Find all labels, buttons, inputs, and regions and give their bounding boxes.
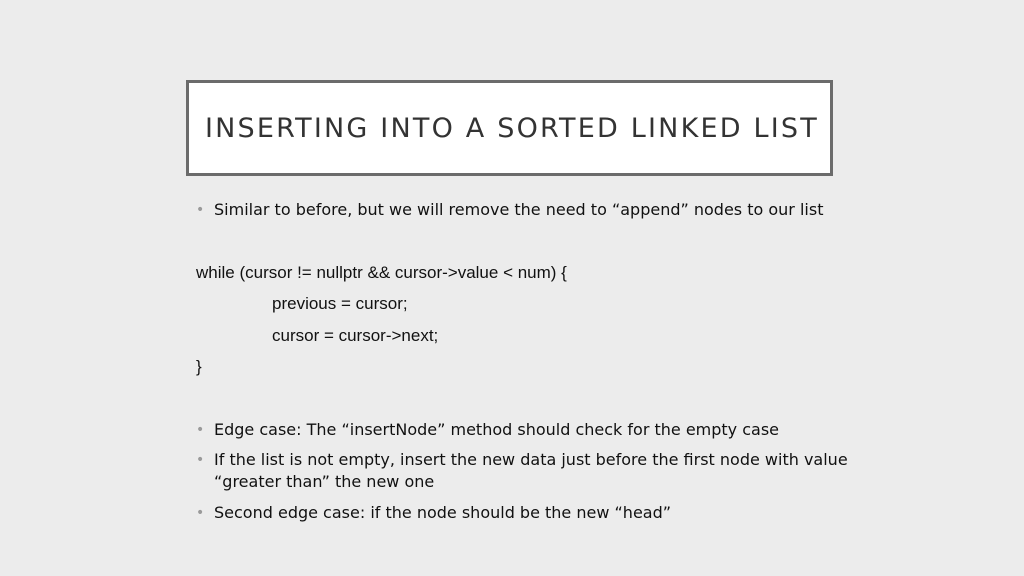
slide-title-box xyxy=(186,80,833,176)
bullet-second-edge-case-text: Second edge case: if the node should be the new “head” xyxy=(214,503,672,522)
bullet-dot-icon: • xyxy=(196,202,205,218)
slide-title: INSERTING INTO A SORTED LINKED LIST xyxy=(205,112,819,144)
code-line-while: while (cursor != nullptr && cursor->value < num) { xyxy=(196,263,567,282)
bullet-not-empty-line2: “greater than” the new one xyxy=(214,472,435,491)
bullet-second-edge-case xyxy=(196,502,671,524)
bullet-edge-case xyxy=(196,419,779,441)
bullet-not-empty-line1: If the list is not empty, insert the new data just before the first node with value xyxy=(214,450,848,469)
bullet-not-empty xyxy=(196,449,848,493)
code-line-previous: previous = cursor; xyxy=(272,294,408,313)
bullet-not-empty-text xyxy=(214,449,848,493)
bullet-edge-case-text: Edge case: The “insertNode” method should check for the empty case xyxy=(214,420,780,439)
code-line-close-brace: } xyxy=(196,357,202,376)
bullet-dot-icon: • xyxy=(196,452,205,468)
bullet-dot-icon: • xyxy=(196,422,205,438)
bullet-intro-text: Similar to before, but we will remove the need to “append” nodes to our list xyxy=(214,200,824,219)
code-line-cursor: cursor = cursor->next; xyxy=(272,326,439,345)
bullet-dot-icon: • xyxy=(196,505,205,521)
bullet-intro xyxy=(196,199,823,221)
